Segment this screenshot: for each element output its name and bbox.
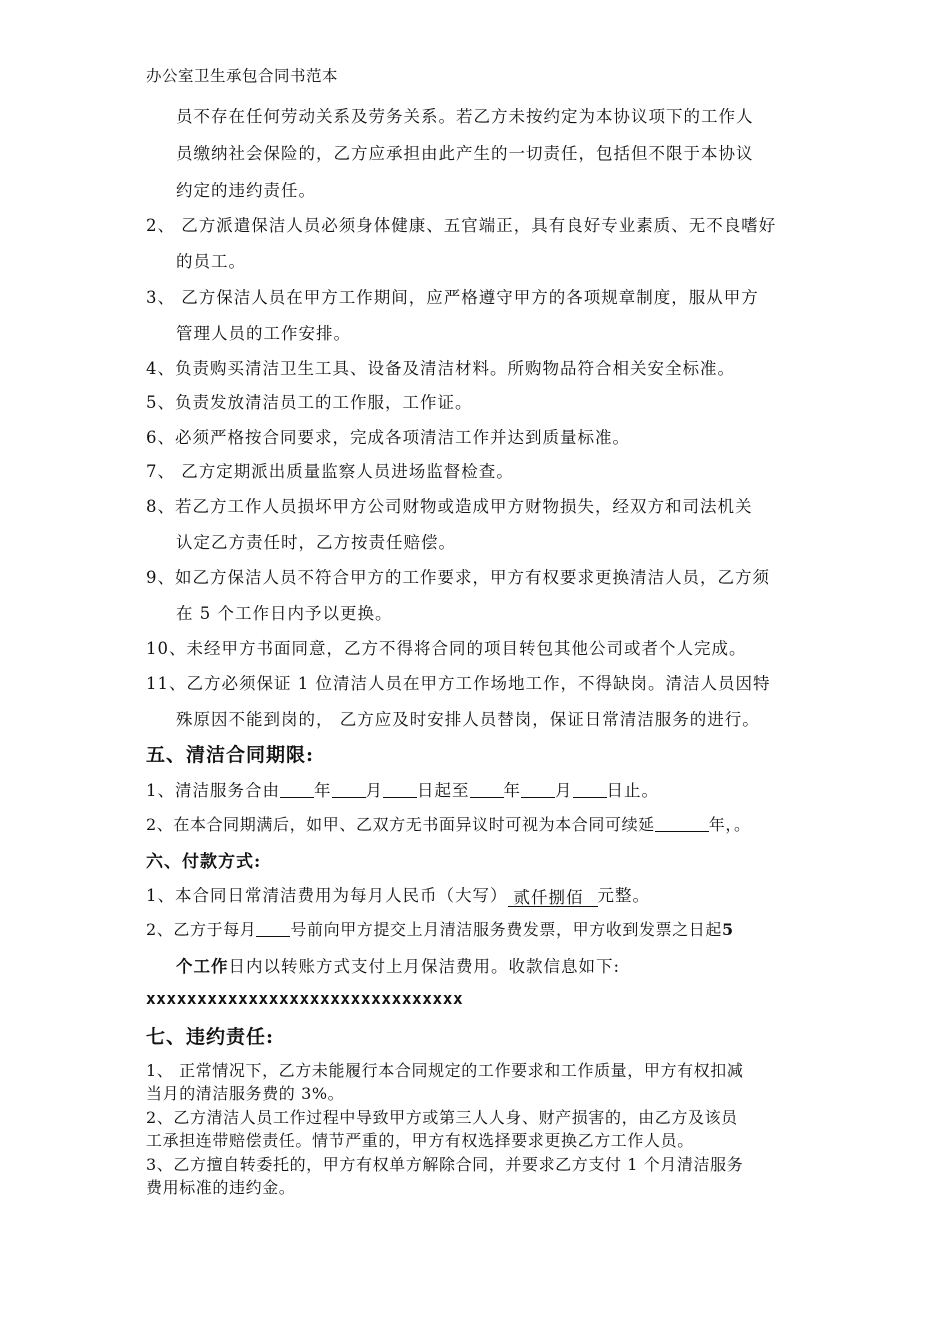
renewal-line: 2、在本合同期满后，如甲、乙双方无书面异议时可视为本合同可续延 年，。	[146, 815, 751, 834]
amount-field: 贰仟捌佰	[508, 889, 598, 907]
contract-term-line: 1、清洁服务合由 年 月 日起至 年 月 日止。	[146, 781, 659, 800]
list-item: 3、 乙方保洁人员在甲方工作期间，应严格遵守甲方的各项规章制度，服从甲方	[146, 288, 759, 307]
blank-field	[521, 781, 555, 799]
blank-field	[332, 781, 366, 799]
section-heading-term: 五、清洁合同期限:	[146, 744, 315, 766]
payment-amount-line: 1、本合同日常清洁费用为每月人民币（大写） 贰仟捌佰 元整。	[146, 886, 650, 907]
list-item: 6、必须严格按合同要求，完成各项清洁工作并达到质量标准。	[146, 428, 630, 447]
paragraph-line: 员不存在任何劳动关系及劳务关系。若乙方未按约定为本协议项下的工作人	[176, 107, 754, 126]
paragraph-line: 员缴纳社会保险的，乙方应承担由此产生的一切责任，包括但不限于本协议	[176, 144, 754, 163]
account-info: xxxxxxxxxxxxxxxxxxxxxxxxxxxxxxx	[146, 989, 464, 1008]
payment-date-line: 2、乙方于每月 号前向甲方提交上月清洁服务费发票，甲方收到发票之日起5	[146, 920, 734, 939]
paragraph-line: 认定乙方责任时，乙方按责任赔偿。	[176, 533, 456, 552]
paragraph-line: 的员工。	[176, 252, 246, 271]
blank-field	[280, 781, 314, 799]
running-header: 办公室卫生承包合同书范本	[146, 67, 339, 85]
paragraph-line: 在 5 个工作日内予以更换。	[176, 604, 393, 623]
paragraph-line: 当月的清洁服务费的 3%。	[146, 1084, 345, 1103]
paragraph-line: 工承担连带赔偿责任。情节严重的，甲方有权选择要求更换乙方工作人员。	[146, 1131, 694, 1150]
list-item: 2、乙方清洁人员工作过程中导致甲方或第三人人身、财产损害的，由乙方及该员	[146, 1108, 738, 1127]
list-item: 3、乙方擅自转委托的，甲方有权单方解除合同，并要求乙方支付 1 个月清洁服务	[146, 1155, 744, 1174]
list-item: 4、负责购买清洁卫生工具、设备及清洁材料。所购物品符合相关安全标准。	[146, 359, 735, 378]
paragraph-line: 管理人员的工作安排。	[176, 324, 351, 343]
list-item: 11、乙方必须保证 1 位清洁人员在甲方工作场地工作，不得缺岗。清洁人员因特	[146, 674, 771, 693]
list-item: 10、未经甲方书面同意，乙方不得将合同的项目转包其他公司或者个人完成。	[146, 639, 747, 658]
list-item: 2、 乙方派遣保洁人员必须身体健康、五官端正，具有良好专业素质、无不良嗜好	[146, 216, 777, 235]
blank-field	[383, 781, 417, 799]
blank-field	[470, 781, 504, 799]
list-item: 1、 正常情况下，乙方未能履行本合同规定的工作要求和工作质量，甲方有权扣减	[146, 1061, 744, 1080]
paragraph-line: 约定的违约责任。	[176, 181, 316, 200]
list-item: 9、如乙方保洁人员不符合甲方的工作要求，甲方有权要求更换清洁人员，乙方须	[146, 568, 770, 587]
list-item: 7、 乙方定期派出质量监察人员进场监督检查。	[146, 462, 514, 481]
paragraph-line: 费用标准的违约金。	[146, 1178, 296, 1197]
blank-field	[573, 781, 607, 799]
section-heading-breach: 七、违约责任:	[146, 1026, 275, 1048]
paragraph-line: 殊原因不能到岗的， 乙方应及时安排人员替岗，保证日常清洁服务的进行。	[176, 710, 760, 729]
payment-method-line: 个工作日内以转账方式支付上月保洁费用。收款信息如下:	[176, 957, 621, 976]
list-item: 8、若乙方工作人员损坏甲方公司财物或造成甲方财物损失，经双方和司法机关	[146, 497, 753, 516]
section-heading-payment: 六、付款方式:	[146, 852, 262, 872]
list-item: 5、负责发放清洁员工的工作服，工作证。	[146, 393, 473, 412]
blank-field	[256, 920, 290, 937]
blank-field	[655, 815, 709, 832]
